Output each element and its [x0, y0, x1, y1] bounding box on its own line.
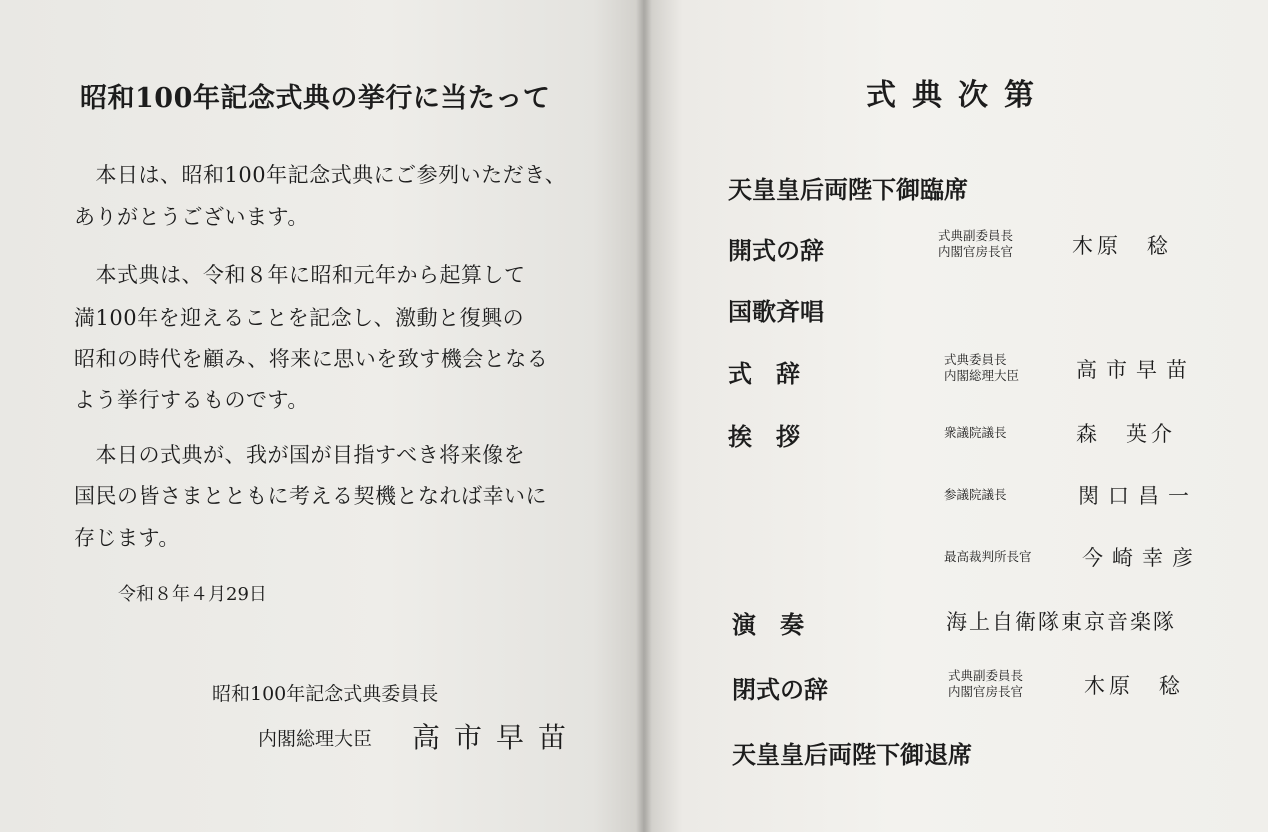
- speaker-name: 木原 稔: [1072, 234, 1172, 258]
- speaker-title-line: 内閣官房長官: [948, 684, 1024, 699]
- greeting-line: よう挙行するものです。: [74, 388, 309, 412]
- signature-role: 内閣総理大臣: [258, 728, 373, 750]
- greeting-line: 存じます。: [74, 526, 180, 550]
- greeting-line: ありがとうございます。: [74, 205, 309, 229]
- greeting-date: 令和８年４月29日: [118, 584, 267, 605]
- speaker-title: [938, 228, 1013, 260]
- program-item-label: 挨 拶: [728, 422, 800, 451]
- signature-name: 高市早苗: [412, 721, 581, 754]
- speaker-title: [944, 352, 1019, 384]
- book-gutter: [636, 0, 652, 832]
- speaker-title: [944, 549, 1032, 565]
- speaker-name: 木原 稔: [1084, 674, 1184, 698]
- program-item-label: 国歌斉唱: [728, 297, 824, 326]
- speaker-title-line: 衆議院議長: [944, 425, 1007, 440]
- signature-organization: 昭和100年記念式典委員長: [212, 683, 439, 705]
- speaker-title-line: 最高裁判所長官: [944, 549, 1032, 564]
- program-item-label: 天皇皇后両陛下御退席: [732, 740, 972, 769]
- speaker-name: 今崎幸彦: [1082, 546, 1202, 570]
- greeting-title: 昭和100年記念式典の挙行に当たって: [80, 83, 551, 114]
- speaker-title: [944, 487, 1007, 503]
- program-item-label: 演 奏: [732, 610, 804, 639]
- speaker-name: 関口昌一: [1078, 484, 1198, 508]
- program-item-label: 開式の辞: [728, 236, 824, 265]
- speaker-title: [948, 668, 1023, 700]
- performer-name: 海上自衛隊東京音楽隊: [946, 610, 1176, 634]
- greeting-line: 国民の皆さまとともに考える契機となれば幸いに: [74, 484, 547, 508]
- greeting-line: 本式典は、令和８年に昭和元年から起算して: [74, 263, 526, 287]
- program-title: 式典次第: [866, 78, 1050, 113]
- greeting-line: 昭和の時代を顧み、将来に思いを致す機会となる: [74, 347, 549, 371]
- greeting-line: 本日の式典が、我が国が目指すべき将来像を: [74, 443, 526, 467]
- speaker-title-line: 式典副委員長: [938, 228, 1014, 243]
- speaker-title-line: 内閣総理大臣: [944, 368, 1020, 383]
- greeting-line: 満100年を迎えることを記念し、激動と復興の: [74, 306, 525, 330]
- program-item-label: 式 辞: [728, 359, 800, 388]
- speaker-title-line: 参議院議長: [944, 487, 1007, 502]
- speaker-title-line: 式典委員長: [944, 352, 1007, 367]
- greeting-line: 本日は、昭和100年記念式典にご参列いただき、: [74, 163, 567, 187]
- program-item-label: 天皇皇后両陛下御臨席: [728, 175, 968, 204]
- right-page: [645, 0, 1268, 832]
- program-item-label: 閉式の辞: [732, 675, 828, 704]
- speaker-title: [944, 425, 1007, 441]
- speaker-title-line: 式典副委員長: [948, 668, 1024, 683]
- speaker-title-line: 内閣官房長官: [938, 244, 1014, 259]
- speaker-name: 森 英介: [1076, 422, 1176, 446]
- speaker-name: 高市早苗: [1076, 358, 1196, 382]
